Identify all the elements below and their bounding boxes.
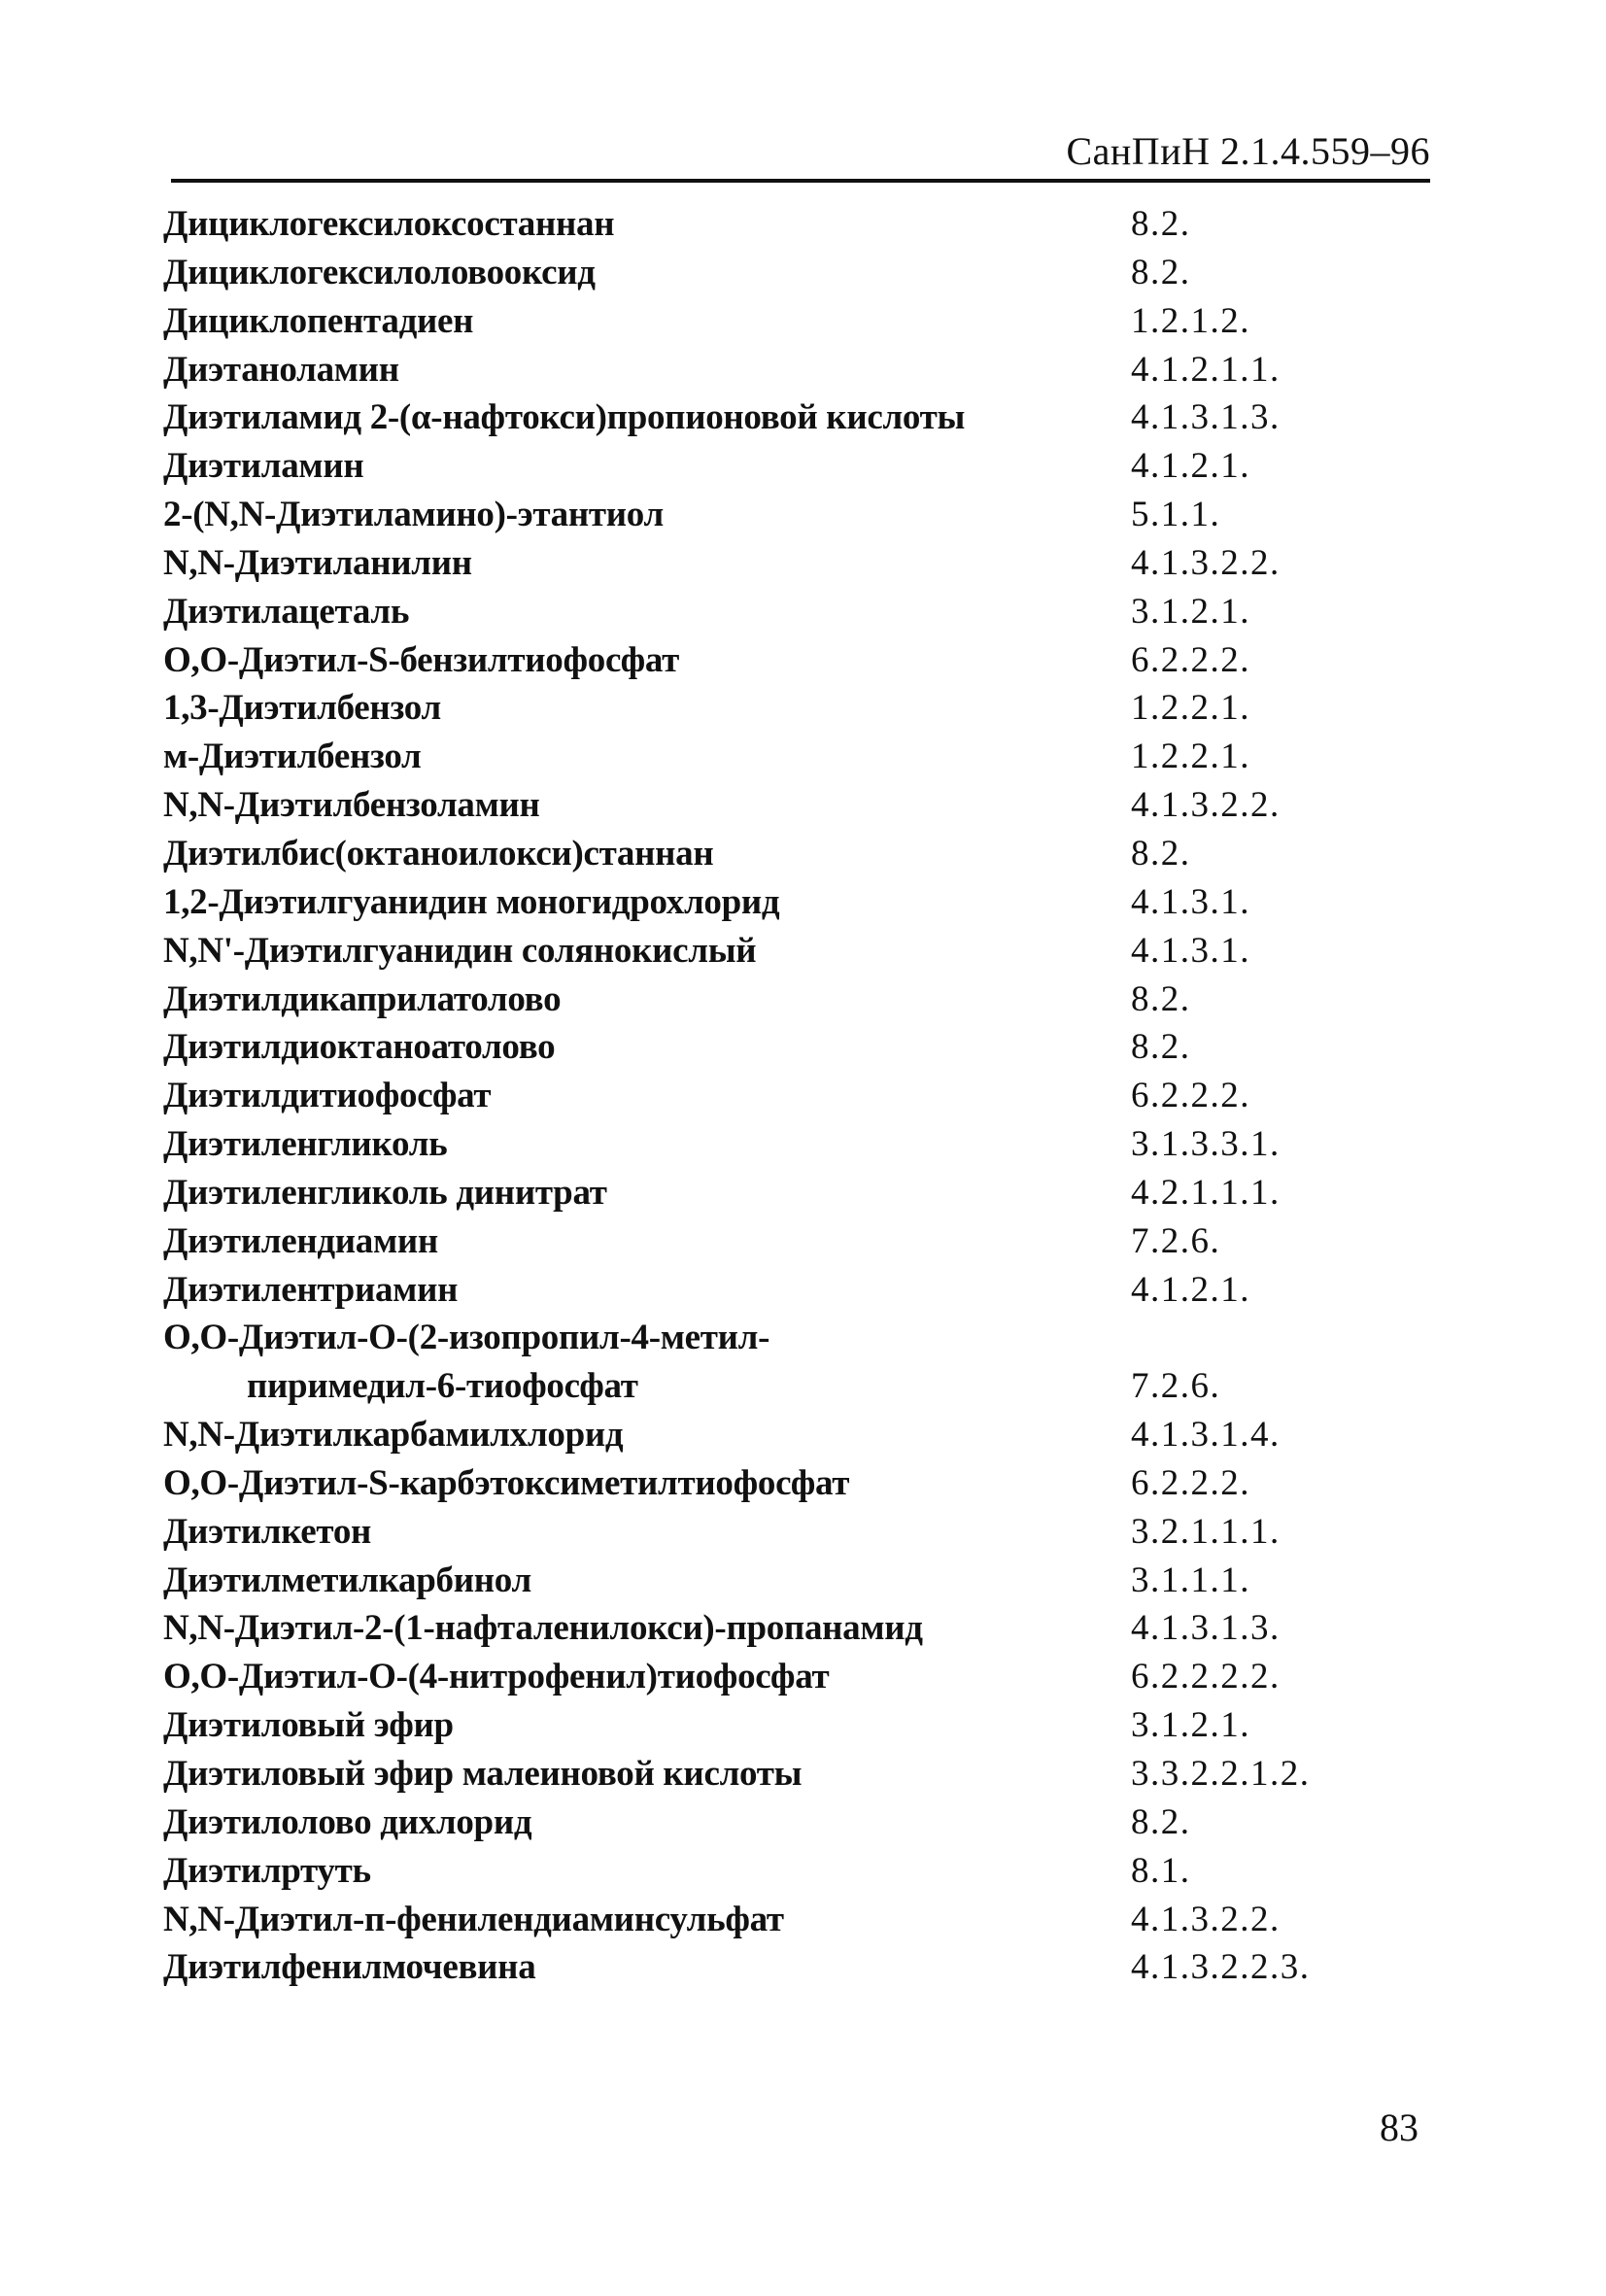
entry-section-code: 3.1.3.3.1. — [1131, 1124, 1281, 1165]
entry-section-code: 4.1.3.1. — [1131, 881, 1250, 922]
entry-section-code: 3.1.2.1. — [1131, 591, 1250, 632]
entry-section-code: 8.2. — [1131, 204, 1191, 244]
entry-section-code: 7.2.6. — [1131, 1220, 1221, 1261]
entry-section-code: 6.2.2.2. — [1131, 1076, 1250, 1116]
entry-name: Диэтиленгликоль — [163, 1124, 448, 1165]
index-entry — [163, 1459, 1426, 1508]
entry-section-code: 3.1.1.1. — [1131, 1559, 1250, 1600]
entry-name: 1,3-Диэтилбензол — [163, 688, 441, 729]
entry-name: N,N-Диэтилбензоламин — [163, 785, 540, 826]
entry-name: O,O-Диэтил-S-карбэтоксиметилтиофосфат — [163, 1462, 850, 1503]
entry-name: м-Диэтилбензол — [163, 737, 422, 777]
index-entry — [163, 878, 1426, 927]
entry-section-code: 7.2.6. — [1131, 1366, 1221, 1407]
entry-section-code: 8.2. — [1131, 1801, 1191, 1842]
entry-name: Диэтилртуть — [163, 1850, 371, 1891]
entry-section-code: 4.1.3.1.4. — [1131, 1415, 1281, 1456]
entry-name: N,N'-Диэтилгуанидин солянокислый — [163, 930, 757, 971]
entry-name: 2-(N,N-Диэтиламино)-этантиол — [163, 495, 664, 535]
entry-name: Диэтиловый эфир малеиновой кислоты — [163, 1754, 803, 1794]
index-entry — [163, 1896, 1426, 1944]
index-entry — [163, 1604, 1426, 1653]
entry-name: Диэтилдикаприлатолово — [163, 978, 562, 1019]
entry-name: Диэтилфенилмочевина — [163, 1947, 536, 1988]
entry-name: Диэтилацеталь — [163, 591, 410, 632]
entry-name: Диэтилдитиофосфат — [163, 1076, 492, 1116]
index-entry — [163, 733, 1426, 781]
index-entry — [163, 249, 1426, 297]
index-entry — [163, 1266, 1426, 1315]
entry-section-code: 4.1.3.2.2. — [1131, 1899, 1281, 1939]
entry-section-code: 8.2. — [1131, 1027, 1191, 1068]
index-entry — [163, 1362, 1426, 1411]
index-entry — [163, 1799, 1426, 1847]
entry-section-code: 8.1. — [1131, 1850, 1191, 1891]
entry-name: Диэтилентриамин — [163, 1269, 459, 1310]
page-number: 83 — [1380, 2106, 1418, 2149]
entry-name: Диэтиламин — [163, 446, 364, 487]
entry-name: Диэтиленгликоль динитрат — [163, 1172, 607, 1213]
entry-name: Диэтилдиоктаноатолово — [163, 1027, 556, 1068]
entry-section-code: 8.2. — [1131, 252, 1191, 292]
entry-section-code: 4.1.2.1.1. — [1131, 349, 1281, 390]
entry-name: O,O-Диэтил-O-(2-изопропил-4-метил- — [163, 1318, 770, 1358]
entry-section-code: 6.2.2.2. — [1131, 1462, 1250, 1503]
entry-name: Диэтилметилкарбинол — [163, 1559, 531, 1600]
entry-name: Диэтиловый эфир — [163, 1705, 454, 1746]
entry-section-code: 6.2.2.2.2. — [1131, 1657, 1281, 1697]
entry-name: 1,2-Диэтилгуанидин моногидрохлорид — [163, 881, 780, 922]
entry-section-code: 3.2.1.1.1. — [1131, 1511, 1281, 1552]
index-entry — [163, 976, 1426, 1024]
document-code: СанПиН 2.1.4.559–96 — [1066, 129, 1430, 173]
index-entry — [163, 1169, 1426, 1217]
index-entry — [163, 539, 1426, 588]
entry-section-code: 6.2.2.2. — [1131, 639, 1250, 680]
entry-name: N,N-Диэтилкарбамилхлорид — [163, 1415, 624, 1456]
index-entry — [163, 781, 1426, 830]
entry-name: Диэтаноламин — [163, 349, 399, 390]
entry-section-code: 4.1.3.1.3. — [1131, 397, 1281, 438]
index-entry — [163, 588, 1426, 636]
entry-section-code: 4.2.1.1.1. — [1131, 1172, 1281, 1213]
entry-section-code: 4.1.2.1. — [1131, 446, 1250, 487]
entry-section-code: 8.2. — [1131, 833, 1191, 874]
entry-name: Дициклогексилоловооксид — [163, 252, 596, 292]
entry-name: пиримедил-6-тиофосфат — [247, 1366, 638, 1407]
entry-name: Дициклогексилоксостаннан — [163, 204, 615, 244]
entry-name: Диэтилкетон — [163, 1511, 372, 1552]
entry-name: Диэтиламид 2-(α-нафтокси)пропионовой кислоты — [163, 397, 966, 438]
index-entry — [163, 684, 1426, 733]
entry-name: Диэтилолово дихлорид — [163, 1801, 532, 1842]
index-entry — [163, 491, 1426, 539]
entry-section-code: 4.1.3.2.2. — [1131, 785, 1281, 826]
index-entry — [163, 394, 1426, 442]
entry-section-code: 1.2.2.1. — [1131, 737, 1250, 777]
index-list — [163, 200, 1426, 1992]
entry-name: N,N-Диэтил-п-фенилендиаминсульфат — [163, 1899, 784, 1939]
entry-section-code: 4.1.3.2.2. — [1131, 542, 1281, 583]
entry-section-code: 5.1.1. — [1131, 495, 1221, 535]
index-entry — [163, 1847, 1426, 1896]
index-entry — [163, 1411, 1426, 1459]
index-entry — [163, 442, 1426, 491]
index-entry — [163, 1314, 1426, 1362]
entry-name: Дициклопентадиен — [163, 300, 474, 341]
index-entry — [163, 1943, 1426, 1992]
index-entry — [163, 200, 1426, 249]
entry-section-code: 4.1.3.1.3. — [1131, 1608, 1281, 1649]
index-entry — [163, 346, 1426, 394]
index-entry — [163, 1557, 1426, 1605]
index-entry — [163, 636, 1426, 685]
index-entry — [163, 1217, 1426, 1266]
page-header — [171, 124, 1430, 183]
entry-section-code: 4.1.3.2.2.3. — [1131, 1947, 1311, 1988]
entry-name: Диэтилендиамин — [163, 1220, 438, 1261]
index-entry — [163, 1508, 1426, 1557]
entry-section-code: 1.2.1.2. — [1131, 300, 1250, 341]
index-entry — [163, 1750, 1426, 1799]
index-entry — [163, 830, 1426, 878]
entry-name: N,N-Диэтиланилин — [163, 542, 472, 583]
entry-name: O,O-Диэтил-O-(4-нитрофенил)тиофосфат — [163, 1657, 830, 1697]
entry-name: O,O-Диэтил-S-бензилтиофосфат — [163, 639, 680, 680]
entry-section-code: 3.3.2.2.1.2. — [1131, 1754, 1311, 1794]
index-entry — [163, 1120, 1426, 1169]
index-entry — [163, 297, 1426, 346]
entry-section-code: 4.1.2.1. — [1131, 1269, 1250, 1310]
index-entry — [163, 1023, 1426, 1072]
entry-section-code: 3.1.2.1. — [1131, 1705, 1250, 1746]
index-entry — [163, 1653, 1426, 1701]
index-entry — [163, 927, 1426, 976]
entry-name: Диэтилбис(октаноилокси)станнан — [163, 833, 714, 874]
entry-section-code: 1.2.2.1. — [1131, 688, 1250, 729]
entry-section-code: 4.1.3.1. — [1131, 930, 1250, 971]
entry-name: N,N-Диэтил-2-(1-нафталенилокси)-пропанамид — [163, 1608, 923, 1649]
index-entry — [163, 1072, 1426, 1120]
index-entry — [163, 1701, 1426, 1750]
entry-section-code: 8.2. — [1131, 978, 1191, 1019]
